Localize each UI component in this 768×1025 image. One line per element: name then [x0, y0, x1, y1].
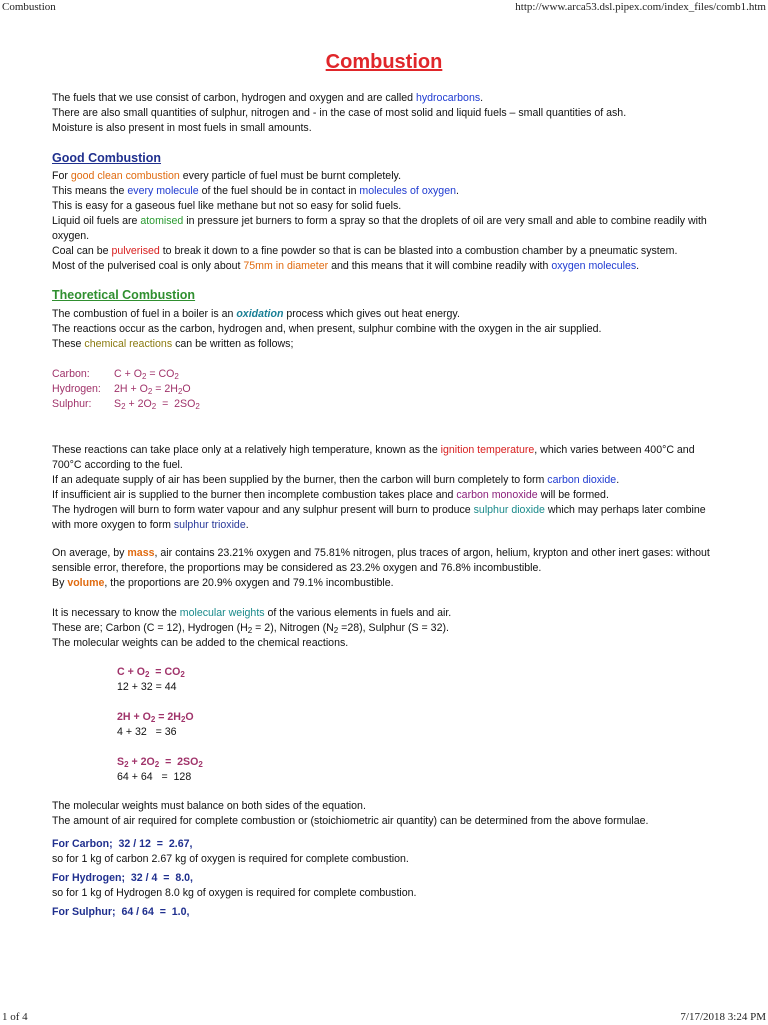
air-para-1: On average, by mass, air contains 23.21% oxygen and 75.81% nitrogen, plus traces of argon, helium, krypton and other inert gases: without sensible error, therefore, the proportions may be considered as 23.2% oxygen and 76.8% incombustible.	[52, 547, 710, 574]
air-para-2: By volume, the proportions are 20.9% oxygen and 79.1% incombustible.	[52, 577, 394, 589]
print-header-url: http://www.arca53.dsl.pipex.com/index_files/comb1.htm	[515, 1, 766, 13]
molecular-line-3: The molecular weights can be added to the chemical reactions.	[52, 637, 349, 649]
reactions-para-1: These reactions can take place only at a relatively high temperature, known as the ignition temperature, which varies between 400°C and 700°C according to the fuel.	[52, 444, 695, 471]
ratio-sulphur-heading: For Sulphur; 64 / 64 = 1.0,	[52, 906, 190, 918]
molecular-line-1: It is necessary to know the molecular weights of the various elements in fuels and air.	[52, 607, 452, 619]
good-line-2: This means the every molecule of the fuel should be in contact in molecules of oxygen.	[52, 185, 459, 197]
print-header	[0, 0, 768, 12]
ratio-carbon-heading: For Carbon; 32 / 12 = 2.67,	[52, 838, 193, 850]
heading-theoretical-combustion: Theoretical Combustion	[52, 288, 196, 302]
reaction-list	[52, 367, 722, 412]
print-timestamp: 7/17/2018 3:24 PM	[680, 1011, 766, 1023]
print-header-title: Combustion	[2, 1, 56, 13]
equation-hydrogen: $2H + O_2 = 2H_2O$ 4 + 32 = 36	[117, 710, 722, 740]
good-line-3: This is easy for a gaseous fuel like methane but not so easy for solid fuels.	[52, 200, 402, 212]
intro-line-2: There are also small quantities of sulphur, nitrogen and - in the case of most solid and liquid fuels – small quantities of ash.	[52, 107, 627, 119]
intro-line-3: Moisture is also present in most fuels in small amounts.	[52, 122, 312, 134]
good-line-6: Most of the pulverised coal is only about 75mm in diameter and this means that it will combine readily with oxygen molecules.	[52, 260, 640, 272]
print-footer	[0, 1010, 768, 1024]
good-line-4: Liquid oil fuels are atomised in pressure jet burners to form a spray so that the droplets of oil are very small and able to combine readily with oxygen.	[52, 215, 707, 242]
ratio-carbon-text: so for 1 kg of carbon 2.67 kg of oxygen is required for complete combustion.	[52, 853, 409, 865]
equation-sulphur: $S_2 + 2O_2 = 2SO_2$ 64 + 64 = 128	[117, 755, 722, 785]
equation-hydrogen-sum: 4 + 32 = 36	[117, 726, 177, 738]
equation-sulphur-sum: 64 + 64 = 128	[117, 771, 192, 783]
theo-line-1: The combustion of fuel in a boiler is an oxidation process which gives out heat energy.	[52, 308, 460, 320]
good-line-1: For good clean combustion every particle of fuel must be burnt completely.	[52, 170, 402, 182]
theo-line-3: These chemical reactions can be written as follows;	[52, 338, 294, 350]
balance-line-2: The amount of air required for complete combustion or (stoichiometric air quantity) can be determined from the above formulae.	[52, 815, 649, 827]
document-body	[52, 91, 722, 920]
reaction-hydrogen: Hydrogen: $2H + O_2 = 2H_2O$	[52, 383, 191, 396]
heading-good-combustion: Good Combustion	[52, 151, 162, 165]
good-line-5: Coal can be pulverised to break it down to a fine powder so that is can be blasted into a combustion chamber by a pneumatic system.	[52, 245, 678, 257]
reactions-para-4: The hydrogen will burn to form water vapour and any sulphur present will burn to produce sulphur dioxide which may perhaps later combine with more oxygen to form sulphur trioxide.	[52, 504, 706, 531]
intro-line-1: The fuels that we use consist of carbon, hydrogen and oxygen and are called hydrocarbons.	[52, 92, 484, 104]
theo-line-2: The reactions occur as the carbon, hydrogen and, when present, sulphur combine with the oxygen in the air supplied.	[52, 323, 602, 335]
page-count: 1 of 4	[2, 1011, 28, 1023]
page-title: Combustion	[325, 51, 443, 73]
equation-carbon-sum: 12 + 32 = 44	[117, 681, 177, 693]
ratio-hydrogen-heading: For Hydrogen; 32 / 4 = 8.0,	[52, 872, 193, 884]
balance-line-1: The molecular weights must balance on both sides of the equation.	[52, 800, 366, 812]
reactions-para-2: If an adequate supply of air has been supplied by the burner, then the carbon will burn completely to form carbon dioxide.	[52, 474, 620, 486]
molecular-line-2: These are; Carbon (C = 12), Hydrogen $(H_2 = 2)$, Nitrogen $(N_2 =28)$, Sulphur (S = 32).	[52, 622, 449, 635]
equation-carbon: $C + O_2 = CO_2$ 12 + 32 = 44	[117, 665, 722, 695]
reaction-sulphur: Sulphur: $S_2 + 2O_2 = 2SO_2$	[52, 398, 200, 411]
reactions-para-3: If insufficient air is supplied to the burner then incomplete combustion takes place and carbon monoxide will be formed.	[52, 489, 609, 501]
ratio-hydrogen-text: so for 1 kg of Hydrogen 8.0 kg of oxygen is required for complete combustion.	[52, 887, 417, 899]
hydrocarbons-link-text: hydrocarbons	[415, 92, 481, 104]
reaction-carbon: Carbon: $C + O_2 = CO_2$	[52, 368, 179, 381]
